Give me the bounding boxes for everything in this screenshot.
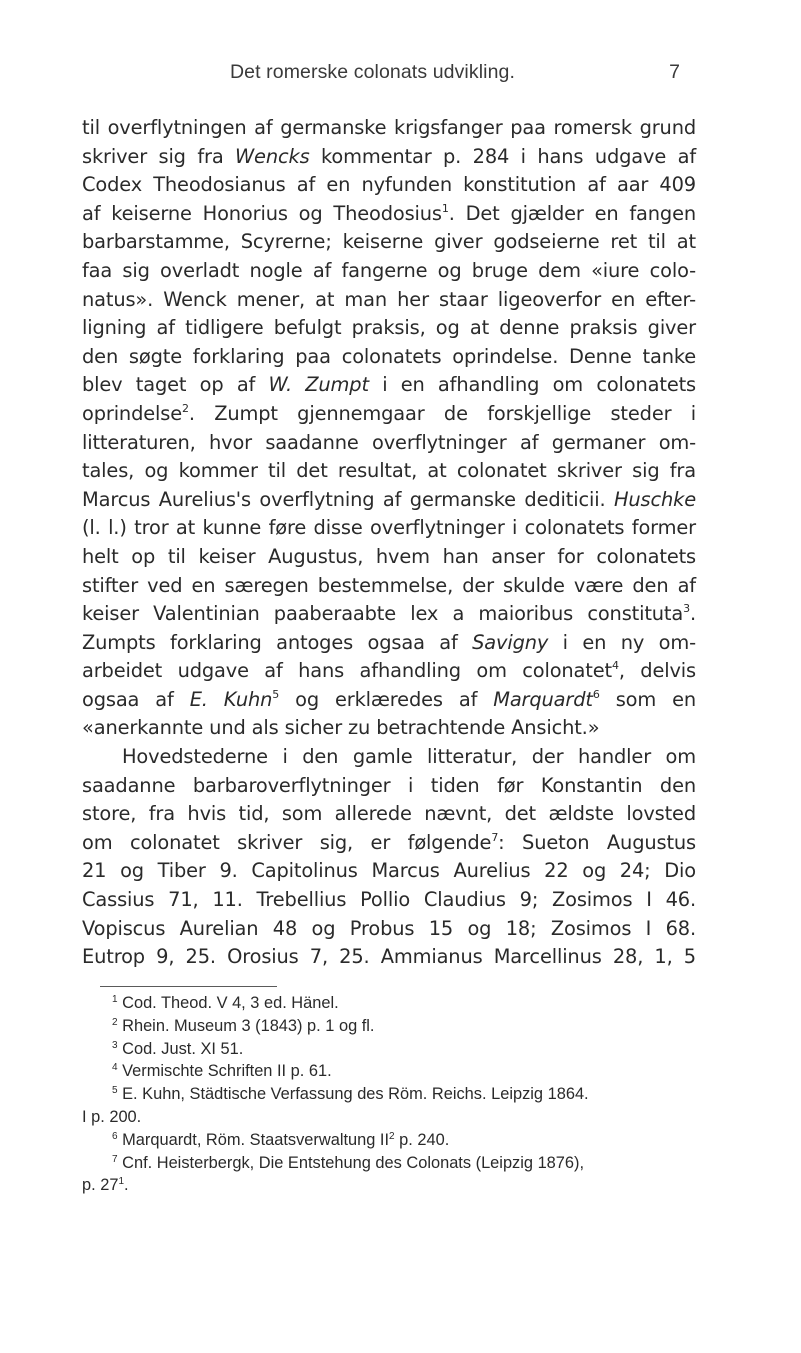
text-line: Eutrop 9, 25. Orosius 7, 25. Ammianus Marcellinus 28, 1, 5 (82, 945, 696, 969)
text-line: af keiserne Honorius og Theodosius$^1$. Det gjælder en fangen (82, 201, 696, 225)
text-line: 21 og Tiber 9. Capitolinus Marcus Aurelius 22 og 24; Dio (82, 859, 696, 883)
text-line: arbeidet udgave af hans afhandling om colonatet$^4$, delvis (82, 659, 696, 683)
text-line: Zumpts forklaring antoges ogsaa af Savigny i en ny om- (82, 630, 696, 654)
footnote-ref: 4 (611, 659, 619, 673)
text-line: blev taget op af W. Zumpt i en afhandling om colonatets (82, 373, 697, 397)
footnote: $^6$ Marquardt, Röm. Staatsverwaltung $II^2$ p. 240. (112, 1130, 450, 1149)
text-line: barbarstamme, Scyrerne; keiserne giver godseierne ret til at (82, 230, 696, 254)
text-line: faa sig overladt nogle af fangerne og bruge dem «iure colo- (82, 258, 696, 282)
text-line: ogsaa af E. Kuhn$^5$ og erklæredes af Marquardt$^6$ som en (82, 687, 697, 711)
footnote: $^5$ E. Kuhn, Städtische Verfassung des Röm. Reichs. Leipzig 1864. (112, 1085, 589, 1104)
author-name: Huschke (613, 487, 696, 511)
footnote: $^7$ Cnf. Heisterbergk, Die Entstehung des Colonats (Leipzig 1876), (112, 1153, 585, 1172)
running-title: Det romerske colonats udvikling. (230, 61, 515, 83)
text-line: den søgte forklaring paa colonatets oprindelse. Denne tanke (82, 344, 696, 368)
text-line: stifter ved en særegen bestemmelse, der skulde være den af (82, 573, 696, 597)
footnote-ref: 6 (592, 687, 600, 701)
author-name: W. Zumpt (268, 373, 369, 397)
footnote-ref: 5 (272, 687, 280, 701)
text-line: til overflytningen af germanske krigsfanger paa romersk grund (82, 116, 696, 139)
text-line: litteraturen, hvor saadanne overflytninger af germaner om- (82, 430, 696, 454)
footnote: $^3$ Cod. Just. XI 51. (112, 1039, 244, 1058)
text-line: Marcus Aurelius's overflytning af germanske dediticii. Huschke (82, 487, 696, 511)
footnote: $^4$ Vermischte Schriften II p. 61. (112, 1062, 332, 1081)
text-line: helt op til keiser Augustus, hvem han anser for colonatets (82, 544, 696, 568)
page-header (150, 61, 690, 87)
page-number: 7 (669, 61, 680, 83)
footnote: $^1$ Cod. Theod. V 4, 3 ed. Hänel. (112, 994, 339, 1012)
footnote-ref: 2 (181, 401, 189, 415)
text-line: saadanne barbaroverflytninger i tiden før Konstantin den (82, 773, 696, 797)
text-line: (l. l.) tror at kunne føre disse overflytninger i colonatets former (82, 516, 696, 540)
body-text (82, 114, 696, 972)
footnote-divider (100, 986, 277, 987)
author-name: E. Kuhn (189, 687, 273, 711)
footnote-ref: 7 (491, 830, 499, 844)
text-line: tales, og kommer til det resultat, at colonatet skriver sig fra (82, 459, 696, 483)
text-line: Codex Theodosianus af en nyfunden konstitution af aar 409 (82, 173, 696, 197)
text-line: keiser Valentinian paaberaabte lex a maioribus constituta$^3$. (82, 602, 696, 626)
footnote-ref: 3 (683, 602, 690, 616)
text-line: om colonatet skriver sig, er følgende$^7$: Sueton Augustus (82, 830, 696, 854)
author-name: Savigny (472, 630, 549, 654)
footnote: $^2$ Rhein. Museum 3 (1843) p. 1 og fl. (112, 1016, 375, 1035)
author-name: Wencks (235, 144, 310, 168)
text-line: skriver sig fra Wencks kommentar p. 284 i hans udgave af (82, 144, 696, 168)
text-line: Hovedstederne i den gamle litteratur, der handler om (122, 745, 696, 769)
text-line: «anerkannte und als sicher zu betrachtende Ansicht.» (82, 716, 600, 740)
text-line: ligning af tidligere befulgt praksis, og at denne praksis giver (82, 316, 696, 340)
text-line: Cassius 71, 11. Trebellius Pollio Claudius 9; Zosimos I 46. (82, 888, 696, 912)
footnote-continuation: I p. 200. (82, 1107, 142, 1126)
text-line: Vopiscus Aurelian 48 og Probus 15 og 18; Zosimos I 68. (82, 916, 696, 940)
footnote-ref: 1 (441, 201, 449, 215)
text-line: natus». Wenck mener, at man her staar ligeoverfor en efter- (82, 287, 696, 311)
text-line: oprindelse$^2$. Zumpt gjennemgaar de forskjellige steder i (82, 401, 696, 425)
footnotes (82, 992, 682, 1197)
text-line: store, fra hvis tid, som allerede nævnt, det ældste lovsted (82, 802, 696, 826)
footnote-continuation: p. $27^1$. (82, 1176, 129, 1195)
author-name: Marquardt (493, 687, 593, 711)
